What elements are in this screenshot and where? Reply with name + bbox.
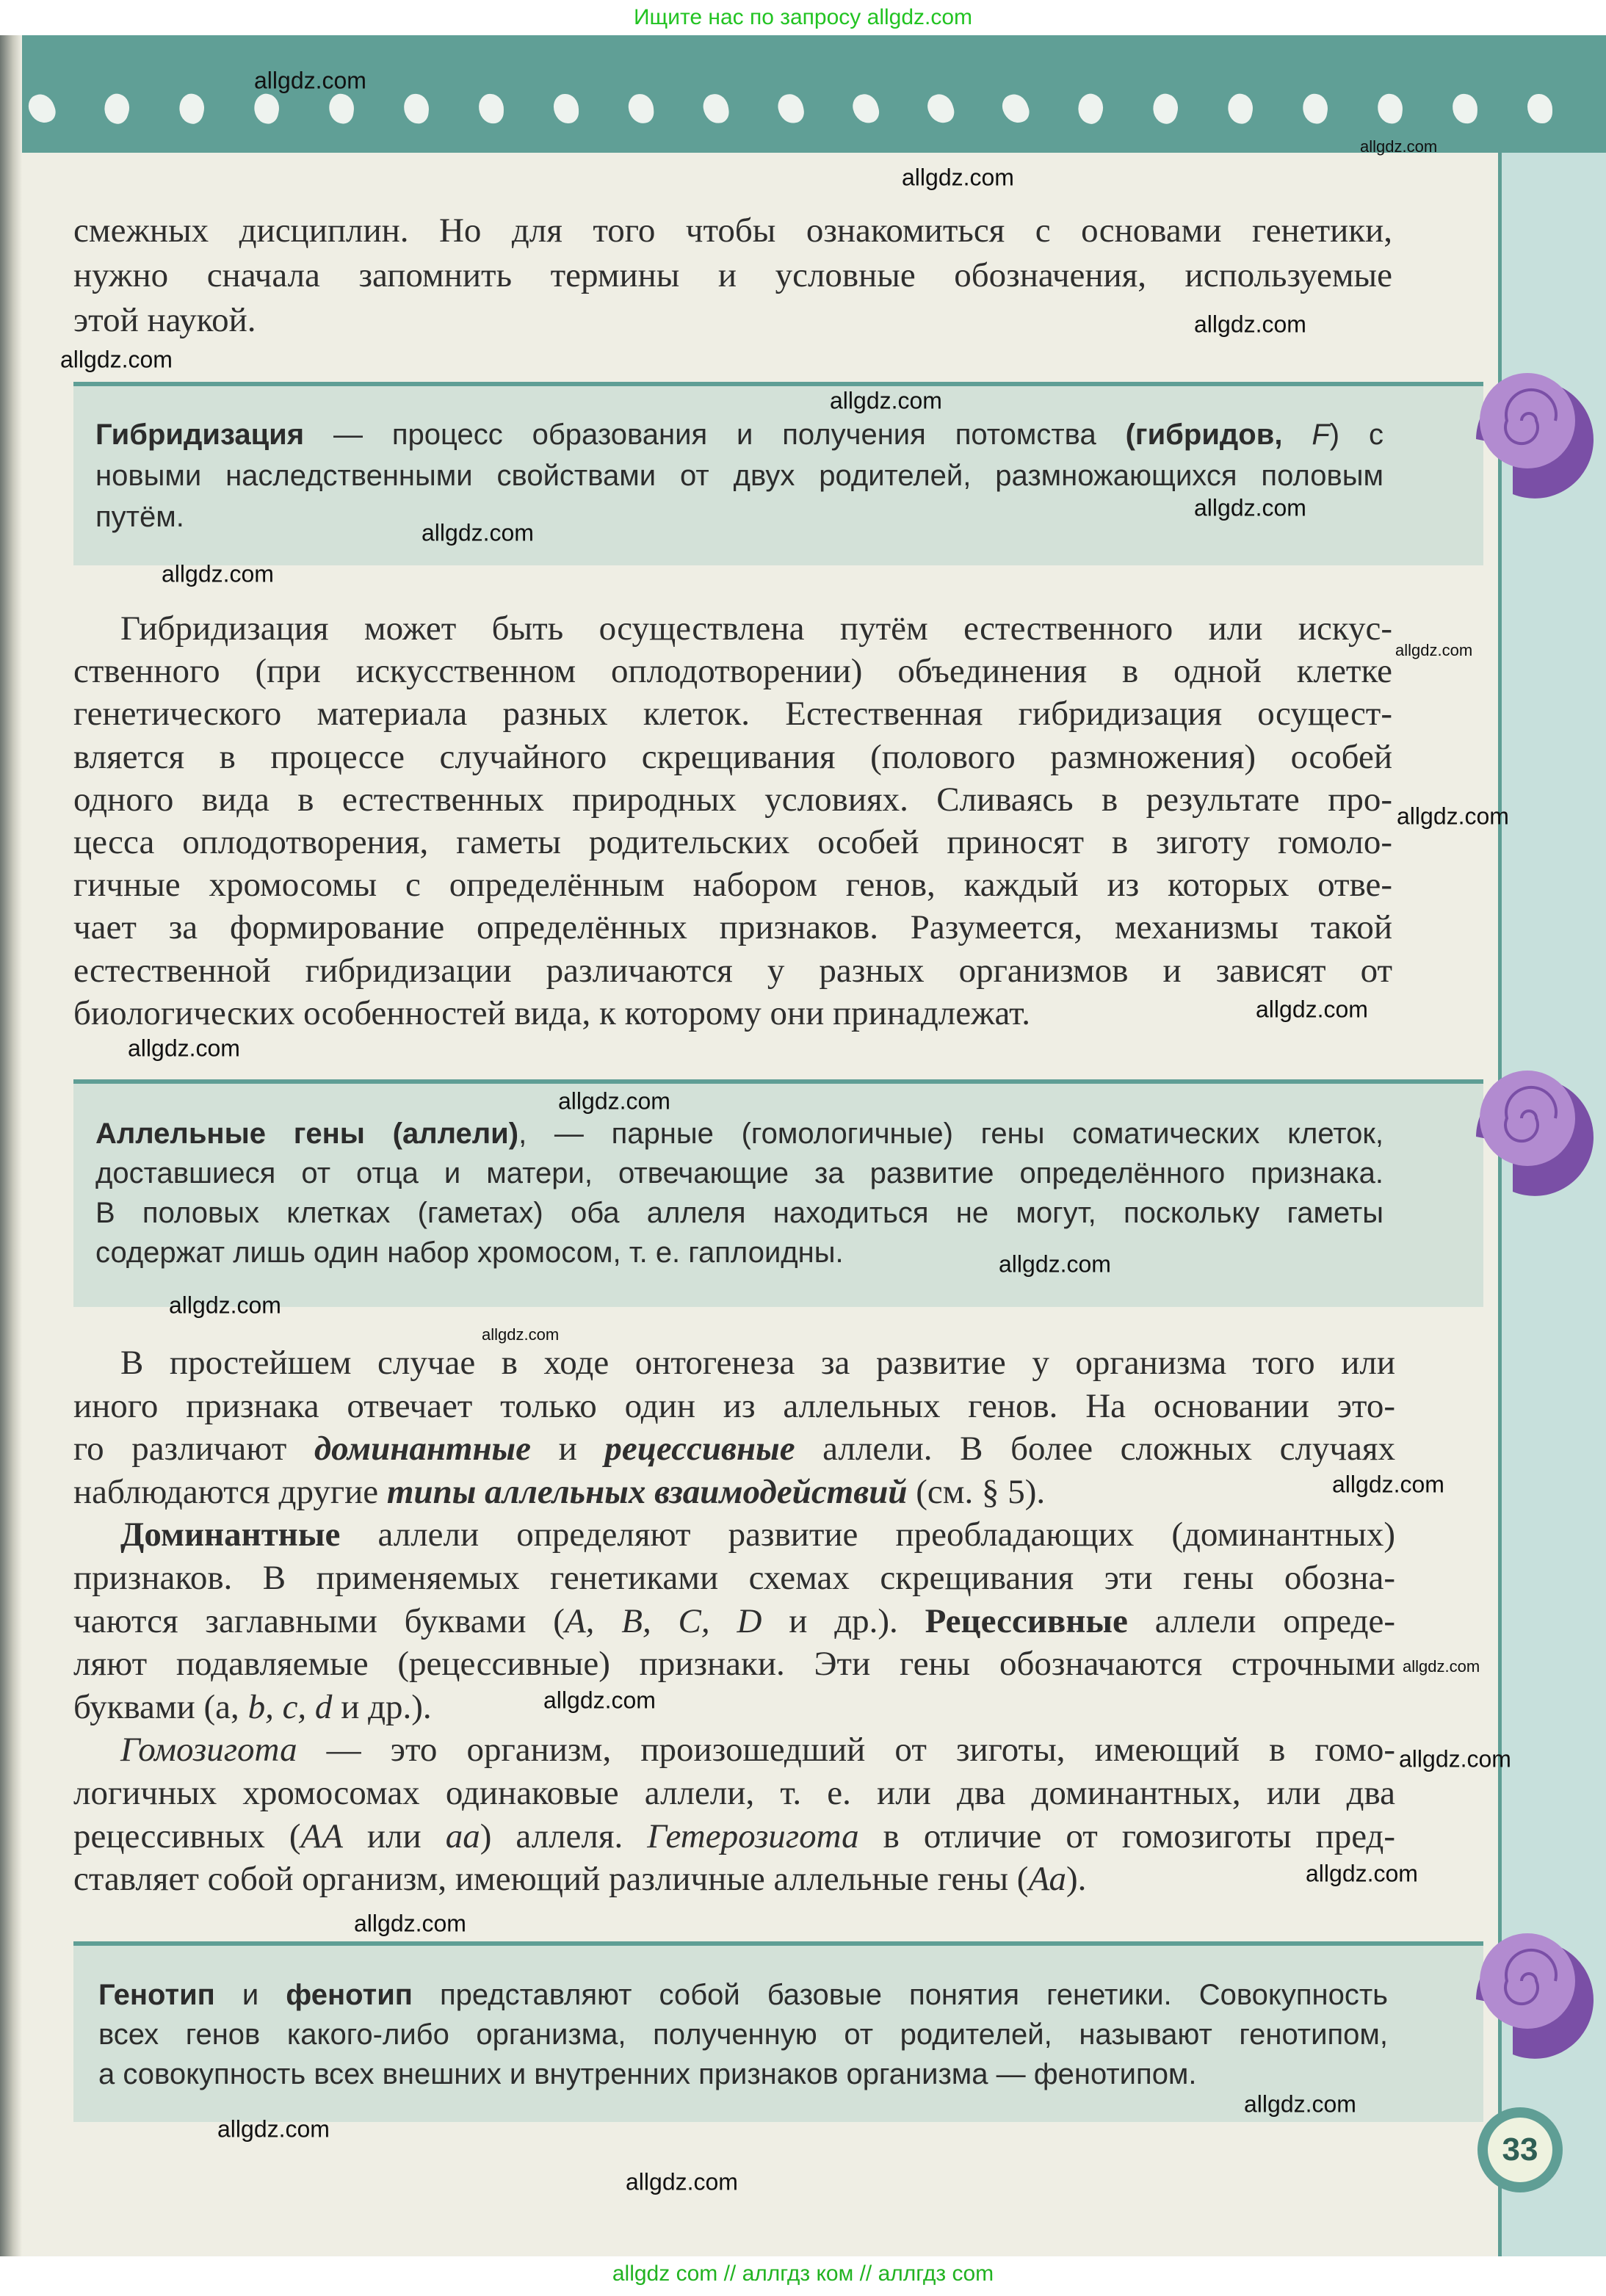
text-segment: В половых клетках (гаметах) оба аллеля находиться не могут, поскольку гаметы bbox=[95, 1197, 1383, 1229]
text-segment: генетического материала разных клеток. Естественная гибридизация осущест- bbox=[73, 695, 1392, 734]
text-line bbox=[98, 1977, 1388, 2013]
snail-shell-icon bbox=[1461, 1919, 1594, 2080]
watermark: allgdz.com bbox=[422, 519, 534, 546]
text-line bbox=[73, 1687, 432, 1728]
text-segment: и др.). bbox=[762, 1601, 925, 1640]
text-line bbox=[95, 458, 1383, 493]
bold-term: фенотип bbox=[286, 1979, 413, 2011]
text-segment: нужно сначала запомнить термины и условные обозначения, используемые bbox=[73, 256, 1392, 294]
watermark: allgdz.com bbox=[543, 1687, 656, 1714]
text-segment: аллели. В более сложных случаях bbox=[795, 1430, 1396, 1469]
bold-term: Генотип bbox=[98, 1979, 215, 2011]
text-segment: а совокупность всех внешних и внутренних признаков организма — фенотипом. bbox=[98, 2058, 1197, 2090]
text-line bbox=[73, 210, 1392, 251]
watermark: allgdz.com bbox=[1194, 311, 1306, 338]
watermark: allgdz.com bbox=[128, 1035, 240, 1062]
text-line bbox=[95, 1116, 1383, 1151]
text-segment: естественной гибридизации различаются у разных организмов и зависят от bbox=[73, 951, 1392, 990]
text-line bbox=[120, 1514, 1395, 1555]
text-segment: ) с bbox=[1329, 419, 1383, 451]
text-segment: чаются заглавными буквами ( bbox=[73, 1601, 565, 1640]
text-line bbox=[73, 693, 1392, 734]
text-line bbox=[73, 779, 1392, 820]
text-line bbox=[73, 1601, 1395, 1642]
text-segment: ляют подавляемые (рецессивные) признаки. Эти гены обозначаются строчными bbox=[73, 1645, 1395, 1684]
watermark: allgdz.com bbox=[354, 1910, 466, 1937]
footer-links[interactable]: allgdz com // аллгдз ком // аллгдз com bbox=[612, 2261, 994, 2286]
text-segment: ственного (при искусственном оплодотворении) объединения в одной клетке bbox=[73, 652, 1392, 691]
text-line bbox=[95, 1156, 1383, 1191]
italic-term: A, B, C, D bbox=[564, 1601, 762, 1640]
text-line bbox=[73, 1557, 1395, 1598]
text-segment: цесса оплодотворения, гаметы родительских особей приносят в зиготу гомоло- bbox=[73, 823, 1392, 861]
text-line bbox=[73, 651, 1392, 692]
text-line bbox=[73, 1471, 1045, 1513]
text-line bbox=[73, 950, 1392, 991]
text-line bbox=[98, 2057, 1197, 2092]
italic-term: доминантные bbox=[314, 1430, 532, 1469]
header-band bbox=[0, 35, 1606, 153]
text-segment: наблюдаются другие bbox=[73, 1472, 387, 1511]
bold-term: (гибридов, bbox=[1125, 419, 1312, 451]
text-segment: или bbox=[342, 1817, 446, 1855]
italic-term: Гетерозигота bbox=[647, 1817, 859, 1855]
text-line bbox=[73, 822, 1392, 863]
watermark: allgdz.com bbox=[1332, 1471, 1444, 1498]
italic-term: АА bbox=[300, 1817, 343, 1855]
text-segment: — процесс образования и получения потомства bbox=[304, 419, 1126, 451]
watermark: allgdz.com bbox=[1244, 2090, 1356, 2118]
italic-term: типы аллельных взаимодействий bbox=[386, 1472, 908, 1511]
text-segment: и bbox=[531, 1430, 605, 1469]
text-segment: — это организм, произошедший от зиготы, имеющий в гомо- bbox=[297, 1731, 1395, 1770]
text-line bbox=[73, 864, 1392, 905]
text-segment: , — парные (гомологичные) гены соматических клеток, bbox=[518, 1118, 1384, 1150]
text-line bbox=[73, 1643, 1395, 1684]
text-segment: и bbox=[214, 1979, 286, 2011]
text-line bbox=[73, 1386, 1395, 1427]
text-line bbox=[73, 255, 1392, 296]
text-segment: аллели определяют развитие преобладающих (доминантных) bbox=[340, 1515, 1395, 1554]
text-line bbox=[120, 1729, 1395, 1770]
text-segment: ). bbox=[1066, 1860, 1087, 1899]
watermark: allgdz.com bbox=[1194, 494, 1306, 521]
text-line bbox=[73, 993, 1030, 1034]
text-line bbox=[95, 1235, 844, 1270]
bold-term: Аллельные гены (аллели) bbox=[95, 1118, 519, 1150]
text-segment: этой наукой. bbox=[73, 301, 256, 339]
text-segment: логичных хромосомах одинаковые аллели, т. е. или два доминантных, или два bbox=[73, 1774, 1395, 1812]
watermark: allgdz.com bbox=[1399, 1745, 1511, 1772]
watermark: allgdz.com bbox=[830, 387, 942, 414]
text-segment: рецессивных ( bbox=[73, 1817, 301, 1855]
watermark: allgdz.com bbox=[254, 67, 366, 94]
text-segment: в отличие от гомозиготы пред- bbox=[858, 1817, 1395, 1855]
text-segment: доставшиеся от отца и матери, отвечающие за развитие определённого признака. bbox=[95, 1157, 1383, 1189]
text-segment: аллели опреде- bbox=[1127, 1601, 1396, 1640]
watermark: allgdz.com bbox=[1395, 641, 1473, 659]
text-line bbox=[120, 1342, 1395, 1383]
text-segment: буквами (a, bbox=[73, 1687, 248, 1726]
watermark: allgdz.com bbox=[1306, 1860, 1418, 1887]
watermark: allgdz.com bbox=[1256, 996, 1368, 1023]
italic-term: Аа bbox=[1028, 1860, 1066, 1899]
text-segment: вляется в процессе случайного скрещивания (полового размножения) особей bbox=[73, 737, 1392, 776]
text-segment: В простейшем случае в ходе онтогенеза за развитие у организма того или bbox=[120, 1344, 1395, 1382]
text-line bbox=[73, 736, 1392, 778]
top-banner[interactable]: Ищите нас по запросу allgdz.com bbox=[633, 5, 973, 29]
watermark: allgdz.com bbox=[217, 2115, 330, 2143]
text-segment: и др.). bbox=[332, 1687, 432, 1726]
text-line bbox=[95, 499, 184, 535]
watermark: allgdz.com bbox=[1397, 803, 1509, 830]
watermark: allgdz.com bbox=[1360, 137, 1438, 156]
bold-term: Гибридизация bbox=[95, 419, 305, 451]
text-segment: смежных дисциплин. Но для того чтобы ознакомиться с основами генетики, bbox=[73, 211, 1392, 250]
textbook-page bbox=[0, 35, 1606, 2256]
watermark: allgdz.com bbox=[60, 346, 173, 373]
watermark: allgdz.com bbox=[999, 1250, 1111, 1278]
bold-term: Рецессивные bbox=[925, 1601, 1128, 1640]
text-line bbox=[73, 1428, 1395, 1469]
page-gutter bbox=[0, 35, 22, 2256]
text-segment: всех генов какого-либо организма, полученную от родителей, называют генотипом, bbox=[98, 2018, 1388, 2051]
text-segment: чает за формирование определённых признаков. Разумеется, механизмы такой bbox=[73, 908, 1392, 947]
text-segment: новыми наследственными свойствами от двух родителей, размножающихся половым bbox=[95, 460, 1383, 492]
text-segment: путём. bbox=[95, 501, 184, 533]
text-segment: представляют собой базовые понятия генетики. Совокупность bbox=[412, 1979, 1388, 2011]
text-line bbox=[95, 1195, 1383, 1231]
snail-shell-icon bbox=[1461, 1056, 1594, 1217]
text-segment: одного вида в естественных природных условиях. Сливаясь в результате про- bbox=[73, 780, 1392, 819]
bold-term: Доминантные bbox=[120, 1515, 341, 1554]
italic-term: F bbox=[1312, 419, 1330, 451]
text-segment: признаков. В применяемых генетиками схемах скрещивания эти гены обозна- bbox=[73, 1559, 1395, 1597]
snail-shell-icon bbox=[1461, 358, 1594, 520]
italic-term: b, c, d bbox=[247, 1687, 333, 1726]
text-line bbox=[73, 1858, 1086, 1900]
watermark: allgdz.com bbox=[902, 164, 1014, 191]
italic-term: Гомозигота bbox=[120, 1731, 297, 1770]
definition-box-alleles bbox=[73, 1079, 1483, 1307]
watermark: allgdz.com bbox=[1403, 1657, 1480, 1676]
text-segment: иного признака отвечает только один из аллельных генов. На основании это- bbox=[73, 1386, 1395, 1425]
text-segment: биологических особенностей вида, к которому они принадлежат. bbox=[73, 993, 1030, 1032]
italic-term: рецессивные bbox=[604, 1430, 795, 1469]
text-segment: ставляет собой организм, имеющий различные аллельные гены ( bbox=[73, 1860, 1029, 1899]
text-segment: Гибридизация может быть осуществлена путём естественного или искус- bbox=[120, 609, 1392, 648]
watermark: allgdz.com bbox=[626, 2168, 738, 2195]
text-line bbox=[73, 1772, 1395, 1814]
text-segment: (см. § 5). bbox=[907, 1472, 1046, 1511]
text-segment: ) аллеля. bbox=[480, 1817, 648, 1855]
watermark: allgdz.com bbox=[162, 560, 274, 587]
watermark: allgdz.com bbox=[482, 1325, 560, 1344]
text-line bbox=[95, 417, 1383, 452]
text-segment: го различают bbox=[73, 1430, 314, 1469]
page-number: 33 bbox=[1477, 2107, 1563, 2192]
text-line bbox=[73, 1816, 1395, 1857]
text-line bbox=[73, 907, 1392, 948]
watermark: allgdz.com bbox=[169, 1292, 281, 1319]
italic-term: аа bbox=[445, 1817, 480, 1855]
watermark: allgdz.com bbox=[558, 1087, 670, 1115]
text-line bbox=[73, 300, 256, 341]
text-segment: гичные хромосомы с определённым набором генов, каждый из которых отве- bbox=[73, 866, 1392, 905]
text-line bbox=[98, 2017, 1388, 2052]
text-segment: содержат лишь один набор хромосом, т. е. гаплоидны. bbox=[95, 1236, 844, 1269]
text-line bbox=[120, 608, 1392, 649]
